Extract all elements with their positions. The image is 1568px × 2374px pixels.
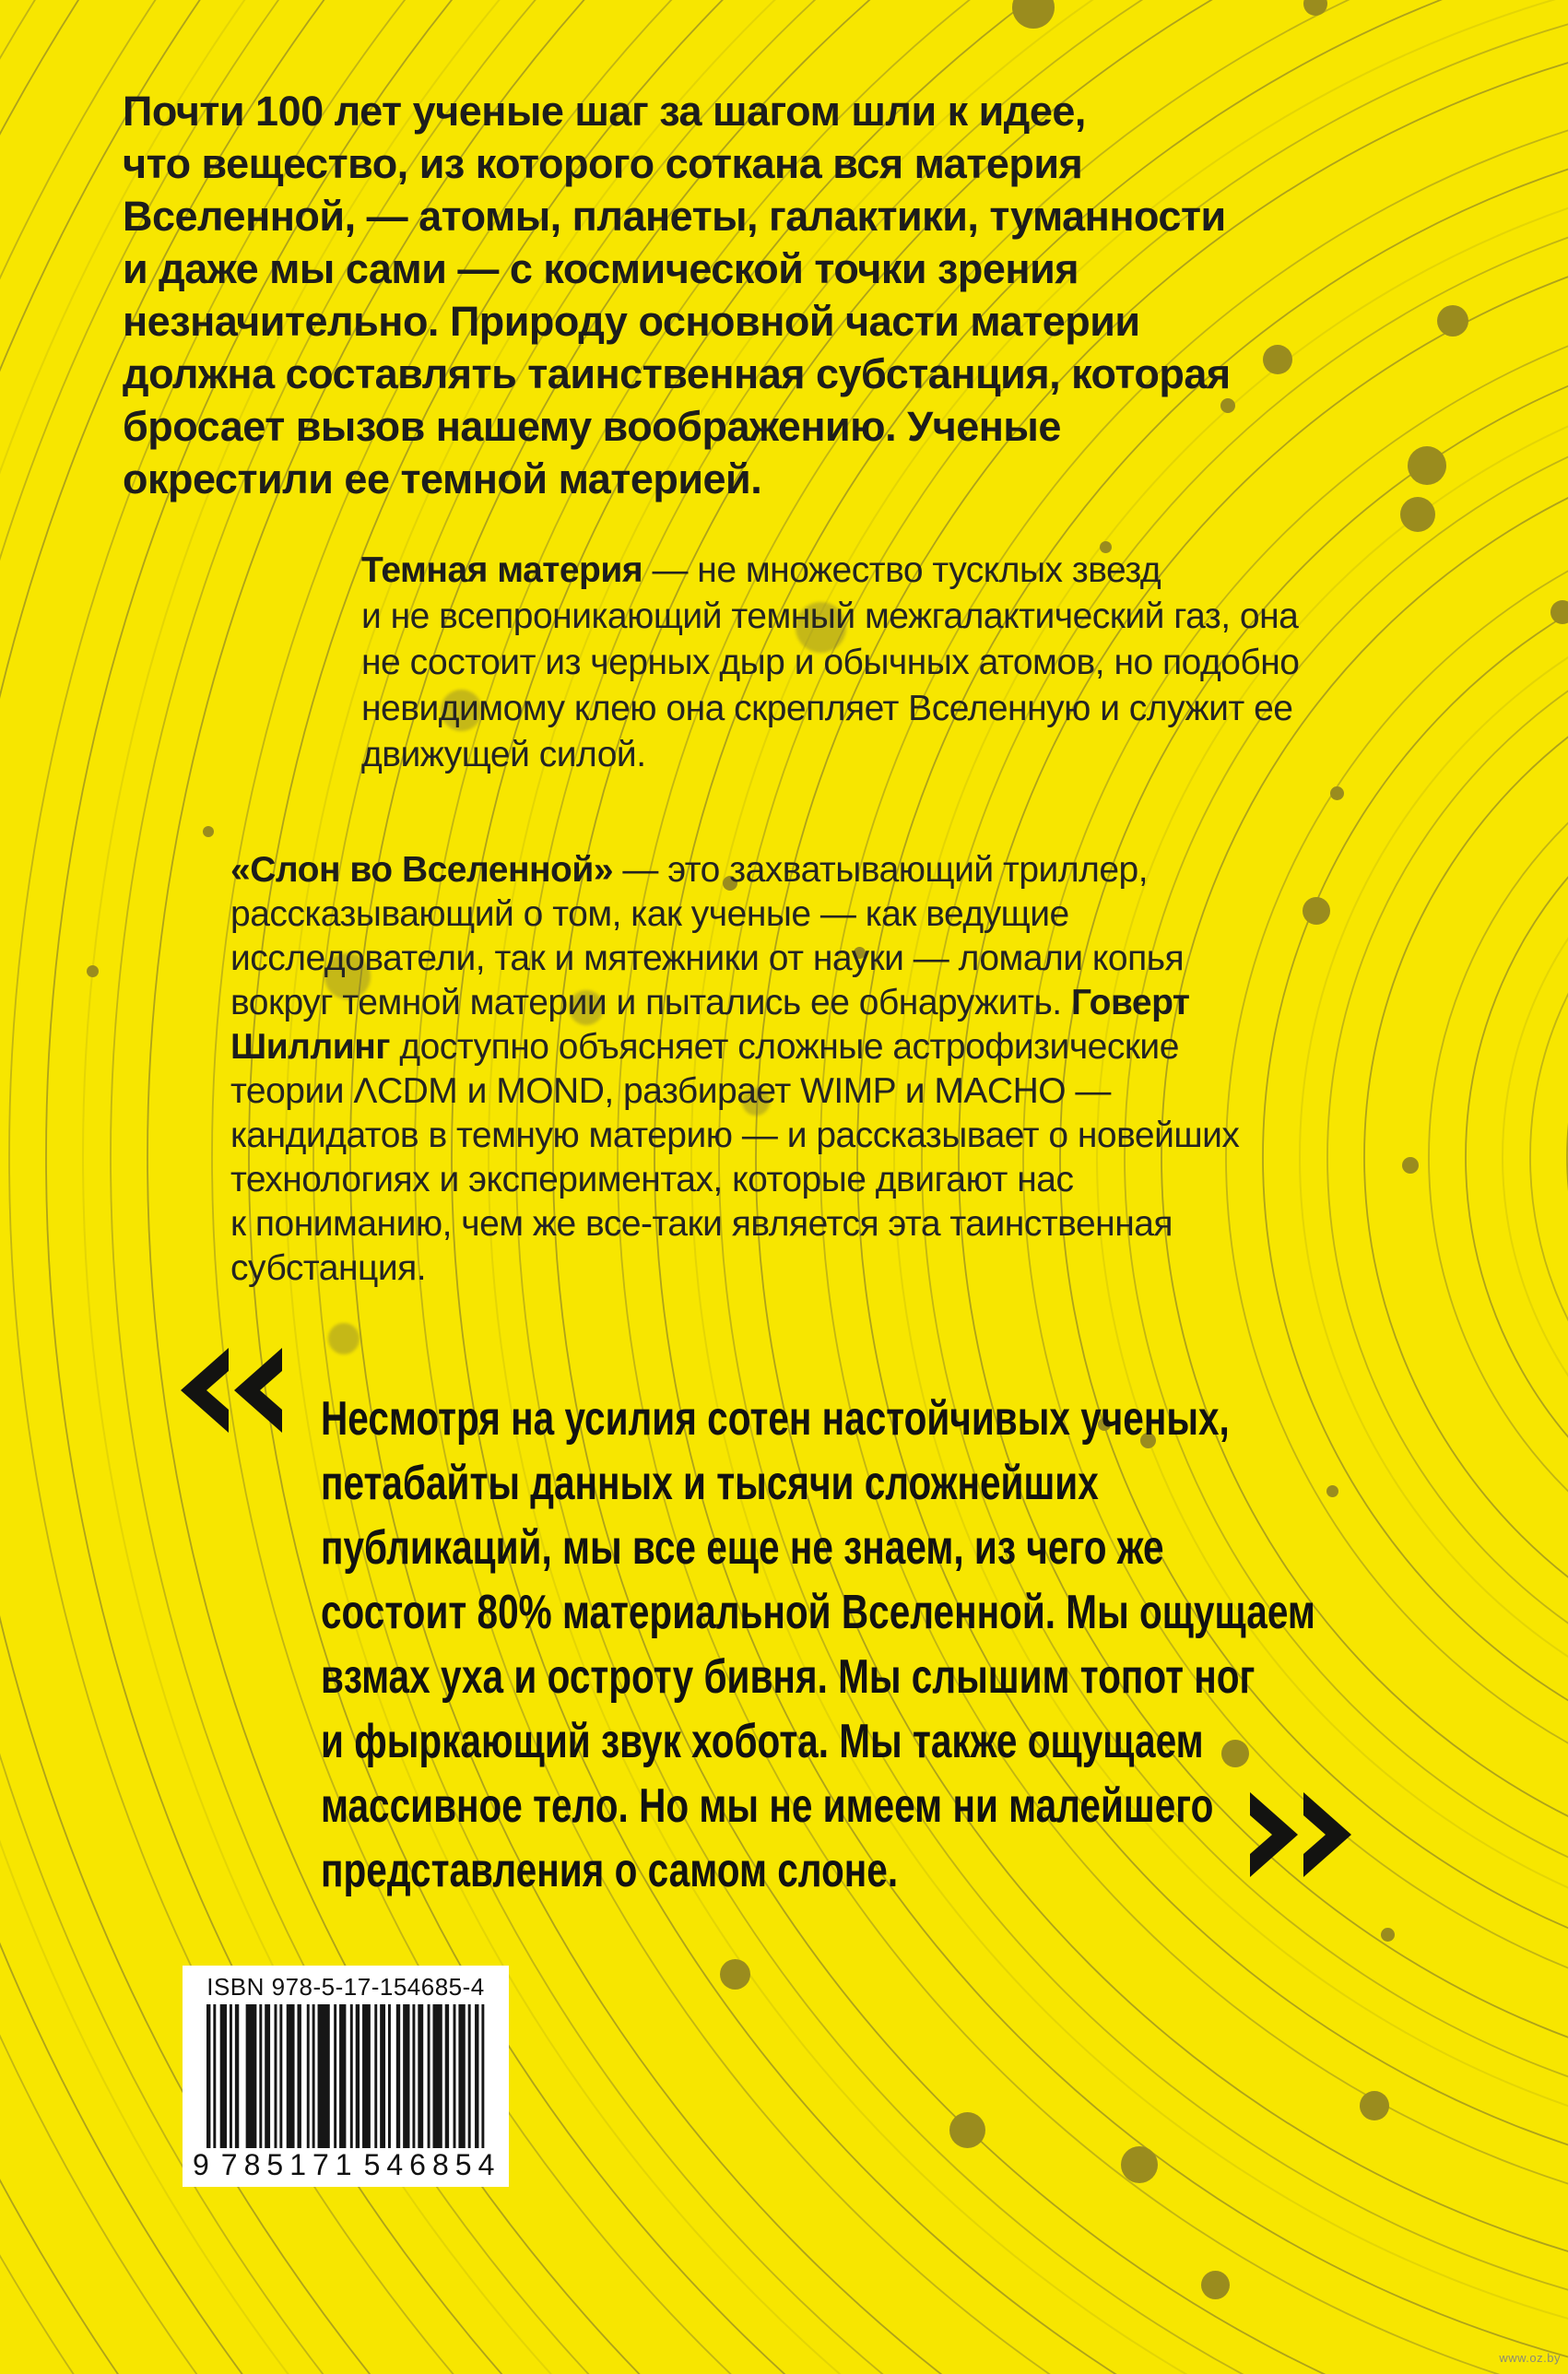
- text-line: Вселенной, — атомы, планеты, галактики, туманности: [123, 193, 1226, 240]
- barcode-digit-group: 9: [190, 2148, 218, 2181]
- barcode-bar: [213, 2004, 216, 2172]
- isbn-label: ISBN 978-5-17-154685-4: [206, 1973, 485, 2001]
- barcode-bar: [388, 2004, 391, 2150]
- barcode-bar: [220, 2004, 227, 2150]
- text-line: петабайты данных и тысячи сложнейших: [321, 1457, 1099, 1510]
- dot-decoration: [87, 965, 99, 977]
- dot-decoration: [1402, 1157, 1419, 1174]
- dot-decoration: [949, 2112, 985, 2148]
- dot-decoration: [1201, 2271, 1230, 2299]
- text-line: к пониманию, чем же все-таки является эта таинственная: [230, 1204, 1173, 1244]
- barcode-bar: [334, 2004, 336, 2150]
- text-line: окрестили ее темной материей.: [123, 455, 762, 502]
- barcode-bar: [279, 2004, 282, 2150]
- text-line: незначительно. Природу основной части материи: [123, 298, 1140, 345]
- barcode-bar: [396, 2004, 400, 2150]
- barcode-bar: [454, 2004, 456, 2150]
- barcode-bar: [230, 2004, 232, 2150]
- watermark-text: www.oz.by: [1499, 2351, 1561, 2365]
- text-line: и не всепроникающий темный межгалактический газ, она: [361, 596, 1299, 636]
- text-line: состоит 80% материальной Вселенной. Мы ощущаем: [321, 1586, 1315, 1639]
- text-line: бросает вызов нашему воображению. Ученые: [123, 403, 1061, 450]
- barcode-bar: [235, 2004, 239, 2150]
- dot-decoration: [1400, 497, 1435, 532]
- text-line: вокруг темной материи и пытались ее обнаружить. Говерт: [230, 983, 1190, 1022]
- barcode-bar: [475, 2004, 478, 2172]
- dot-decoration: [203, 826, 214, 837]
- barcode-bar: [481, 2004, 484, 2172]
- text-line: Несмотря на усилия сотен настойчивых ученых,: [321, 1392, 1230, 1446]
- barcode-bar: [259, 2004, 262, 2150]
- dot-decoration: [1303, 897, 1330, 925]
- intro-paragraph: [123, 85, 1231, 505]
- barcode-bar: [275, 2004, 277, 2150]
- text-line: Шиллинг доступно объясняет сложные астрофизические: [230, 1027, 1179, 1067]
- barcode-bar: [362, 2004, 371, 2150]
- text-line: публикаций, мы все еще не знаем, из чего же: [321, 1521, 1164, 1575]
- barcode-bar: [432, 2004, 442, 2150]
- barcode-bar: [418, 2004, 423, 2150]
- text-line: представления о самом слоне.: [321, 1844, 899, 1897]
- dot-decoration: [1550, 600, 1568, 624]
- barcode-bar: [350, 2004, 353, 2172]
- dot-decoration: [1263, 345, 1292, 374]
- dot-decoration: [1408, 446, 1446, 485]
- text-line: и фыркающий звук хобота. Мы также ощущаем: [321, 1715, 1204, 1768]
- barcode-bar: [265, 2004, 270, 2150]
- dot-decoration: [1437, 305, 1468, 337]
- dot-decoration: [1381, 1928, 1395, 1942]
- text-line: исследователи, так и мятежники от науки — ломали копья: [230, 939, 1185, 978]
- barcode-bar: [356, 2004, 360, 2172]
- pull-quote: [321, 1387, 1315, 1903]
- barcode-digits: [190, 2148, 501, 2181]
- text-line: Почти 100 лет ученые шаг за шагом шли к идее,: [123, 88, 1086, 135]
- text-line: должна составлять таинственная субстанция, которая: [123, 350, 1231, 397]
- text-line: не состоит из черных дыр и обычных атомов, но подобно: [361, 643, 1300, 682]
- text-line: технологиях и экспериментах, которые двигают нас: [230, 1160, 1074, 1199]
- text-line: Темная материя — не множество тусклых звезд: [361, 550, 1161, 590]
- barcode-bar: [468, 2004, 471, 2150]
- barcode-bars: [206, 2004, 484, 2150]
- annotation-paragraph: [230, 848, 1239, 1291]
- barcode-bar: [445, 2004, 449, 2150]
- text-line: массивное тело. Но мы не имеем ни малейшего: [321, 1779, 1214, 1833]
- barcode-bar: [428, 2004, 430, 2150]
- isbn-barcode: [183, 1966, 509, 2187]
- text-line: кандидатов в темную материю — и рассказывает о новейших: [230, 1116, 1240, 1155]
- barcode-bar: [287, 2004, 295, 2150]
- closing-quote-icon: [1243, 1792, 1351, 1882]
- dot-decoration: [1360, 2091, 1389, 2120]
- barcode-bar: [318, 2004, 330, 2150]
- barcode-digit-group: 546854: [361, 2148, 504, 2181]
- text-line: «Слон во Вселенной» — это захватывающий триллер,: [230, 850, 1149, 890]
- text-line: что вещество, из которого соткана вся материя: [123, 140, 1083, 187]
- text-line: и даже мы сами — с космической точки зрения: [123, 245, 1079, 292]
- barcode-bar: [312, 2004, 315, 2150]
- barcode-bar: [297, 2004, 301, 2150]
- opening-quote-icon: [181, 1348, 289, 1437]
- definition-paragraph: [361, 548, 1299, 778]
- text-line: невидимому клею она скрепляет Вселенную и служит ее: [361, 689, 1293, 728]
- dot-decoration: [1326, 1485, 1338, 1497]
- barcode-bar: [380, 2004, 385, 2150]
- text-line: рассказывающий о том, как ученые — как ведущие: [230, 894, 1069, 934]
- soft-dot-decoration: [328, 1323, 360, 1354]
- dot-decoration: [720, 1959, 750, 1990]
- text-line: субстанция.: [230, 1248, 427, 1288]
- barcode-bar: [307, 2004, 310, 2150]
- barcode-bar: [412, 2004, 415, 2150]
- barcode-bar: [246, 2004, 257, 2150]
- dot-decoration: [1330, 786, 1344, 800]
- text-line: теории ΛCDM и MOND, разбирает WIMP и MACHO —: [230, 1071, 1111, 1111]
- dot-decoration: [1121, 2146, 1158, 2183]
- text-line: взмах уха и остроту бивня. Мы слышим топот ног: [321, 1650, 1256, 1704]
- barcode-digit-group: 785171: [218, 2148, 361, 2181]
- barcode-bar: [206, 2004, 210, 2172]
- text-line: движущей силой.: [361, 735, 646, 774]
- barcode-bar: [458, 2004, 465, 2150]
- barcode-bar: [339, 2004, 346, 2150]
- barcode-bar: [403, 2004, 409, 2150]
- barcode-bar: [374, 2004, 377, 2150]
